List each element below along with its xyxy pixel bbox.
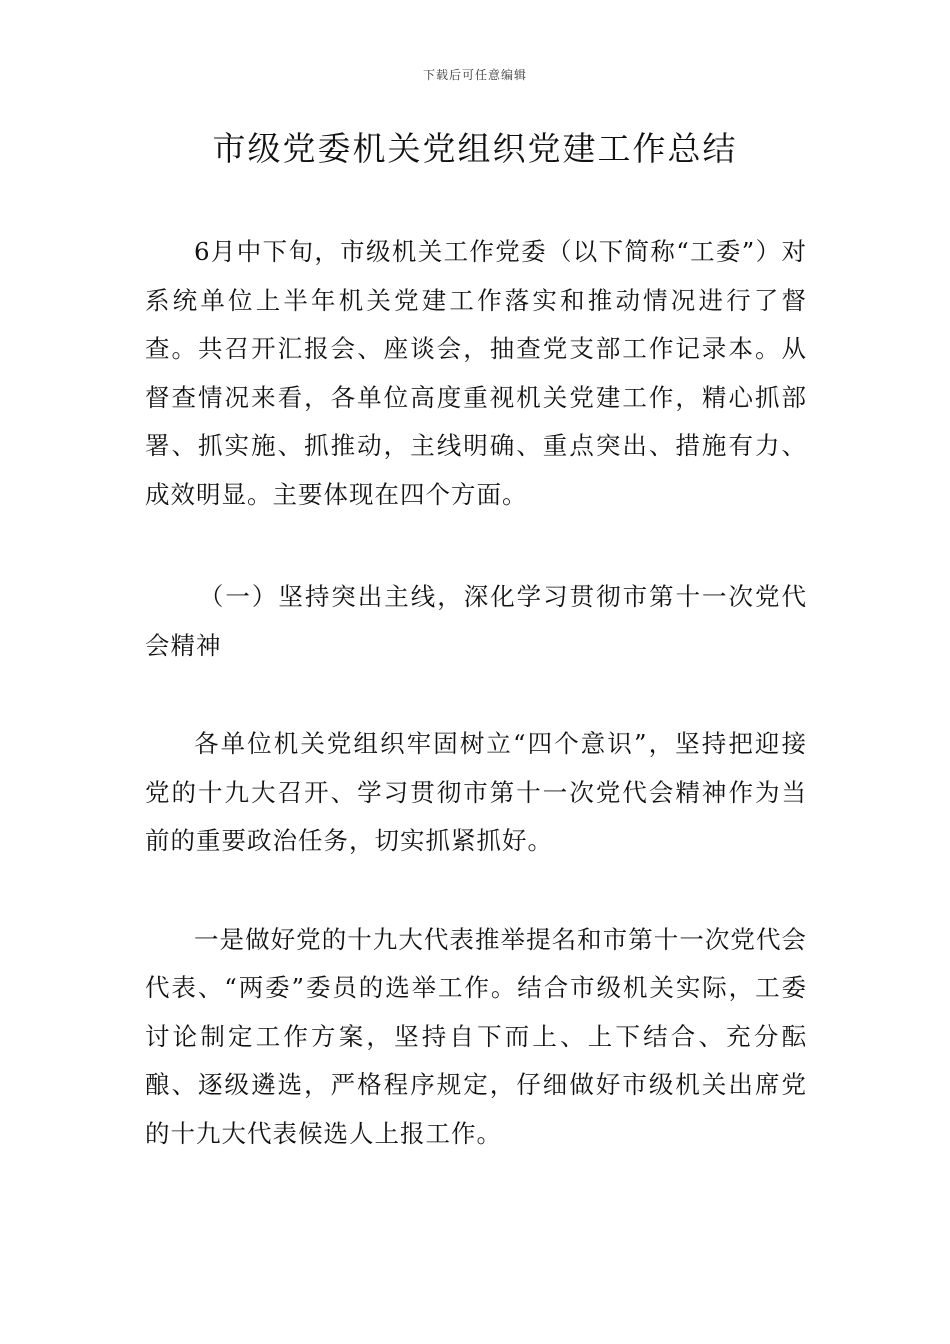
section-paragraph-1: 各单位机关党组织牢固树立“四个意识”，坚持把迎接党的十九大召开、学习贯彻市第十一次党代会精神作为当前的重要政治任务，切实抓紧抓好。 [145,729,807,855]
intro-paragraph: 6月中下旬，市级机关工作党委（以下简称“工委”）对系统单位上半年机关党建工作落实和推动情况进行了督查。共召开汇报会、座谈会，抽查党支部工作记录本。从督查情况来看，各单位高度重视机关党建工作，精心抓部署、抓实施、抓推动，主线明确、重点突出、措施有力、成效明显。主要体现在四个方面。 [145,237,807,509]
document-title: 市级党委机关党组织党建工作总结 [212,129,738,168]
section-paragraph-2: 一是做好党的十九大代表推举提名和市第十一次党代会代表、“两委”委员的选举工作。结合市级机关实际，工委讨论制定工作方案，坚持自下而上、上下结合、充分酝酿、逐级遴选，严格程序规定，仔细做好市级机关出席党的十九大代表候选人上报工作。 [145,924,807,1148]
section-heading-1: （一）坚持突出主线，深化学习贯彻市第十一次党代会精神 [145,582,807,660]
document-body [145,228,807,1158]
header-note: 下载后可任意编辑 [422,68,527,82]
